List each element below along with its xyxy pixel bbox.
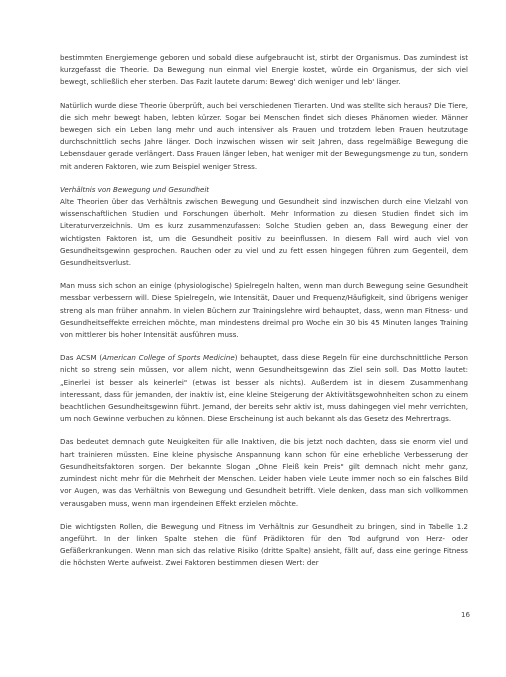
body-paragraph: Das bedeutet demnach gute Neuigkeiten für alle Inaktiven, die bis jetzt noch dachten, dass sie enorm viel und hart trainieren müssten. Eine kleine physische Anspannung kann schon für eine erhebliche Verbesserung der Gesundheitsfaktoren sorgen. Der bekannte Slogan „Ohne Fleiß kein Preis" gilt demnach nicht mehr ganz, zumindest nicht mehr für die Mehrheit der Menschen. Leider haben viele Leute immer noch so ein falsches Bild vor Augen, was das Verhältnis von Bewegung und Gesundheit betrifft. Viele denken, dass man sich vollkommen verausgaben muss, wenn man irgendeinen Effekt erzielen möchte. [60, 437, 468, 508]
page-number: 16 [460, 610, 470, 619]
body-paragraph: Alte Theorien über das Verhältnis zwischen Bewegung und Gesundheit sind inzwischen durch eine Vielzahl von wissenschaftlichen Studien und Forschungen überholt. Mehr Information zu diesen Studien findet sich im Literaturverzeichnis. Um es kurz zusammenzufassen: Solche Studien geben an, dass Bewegung einer der wichtigsten Faktoren ist, um die Gesundheit positiv zu beeinflussen. In diesem Fall wird auch viel von Gesundheitsgewinn gesprochen. Rauchen oder zu viel und zu fett essen hingegen führen zum Gegenteil, dem Gesundheitsverlust. [60, 197, 468, 268]
acsm-paragraph [60, 352, 468, 425]
body-paragraph: Natürlich wurde diese Theorie überprüft, auch bei verschiedenen Tierarten. Und was stellte sich heraus? Die Tiere, die sich mehr bewegt haben, lebten kürzer. Sogar bei Menschen findet sich dieses Phänomen wieder. Männer bewegen sich ein Leben lang mehr und auch intensiver als Frauen und trotzdem leben Frauen heutzutage durchschnittlich sechs Jahre länger. Doch inzwischen wissen wir seit Jahren, dass regelmäßige Bewegung die Lebensdauer gerade verlängert. Dass Frauen länger leben, hat weniger mit der Bewegungsmenge zu tun, sondern mit anderen Faktoren, wie zum Beispiel weniger Stress. [60, 100, 468, 171]
acsm-full-name: American College of Sports Medicine [102, 353, 235, 363]
body-paragraph: bestimmten Energiemenge geboren und sobald diese aufgebraucht ist, stirbt der Organismus. Das zumindest ist kurzgefasst die Theorie. Da Bewegung nun einmal viel Energie kostet, würde ein Organismus, der sich viel bewegt, schließlich eher sterben. Das Fazit lautete darum: Beweg' dich weniger und leb' länger. [60, 53, 468, 87]
acsm-text-after: ) behauptet, dass diese Regeln für eine durchschnittliche Person nicht so streng sein müssen, vor allem nicht, wenn Gesundheitsgewinn das Ziel sein soll. Das Motto lautet: „Einerlei ist besser als keinerlei" (etwas ist besser als nichts). Außerdem ist in diesem Zusammenhang interessant, dass für jemanden, der inaktiv ist, eine kleine Steigerung der Aktivitätsgewohnheiten schon zu einem beachtlichen Gesundheitsgewinn führt. Jemand, der bereits sehr aktiv ist, muss dahingegen viel mehr verrichten, um noch Gewinne verbuchen zu können. Diese Erscheinung ist auch bekannt als das Gesetz des Mehrertrags. [60, 353, 468, 424]
acsm-text-before: Das ACSM ( [60, 353, 103, 363]
section-heading: Verhältnis von Bewegung und Gesundheit [60, 184, 210, 194]
body-paragraph: Man muss sich schon an einige (physiologische) Spielregeln halten, wenn man durch Bewegung seine Gesundheit messbar verbessern will. Diese Spielregeln, wie Intensität, Dauer und Frequenz/Häufigkeit, sind übrigens weniger streng als man früher annahm. In vielen Büchern zur Trainingslehre wird behauptet, dass, wenn man Fitness- und Gesundheitseffekte erreichen möchte, man mindestens dreimal pro Woche ein 30 bis 45 Minuten langes Training von mittlerer bis hoher Intensität ausführen muss. [60, 281, 468, 340]
body-paragraph: Die wichtigsten Rollen, die Bewegung und Fitness im Verhältnis zur Gesundheit zu bringen, sind in Tabelle 1.2 angeführt. In der linken Spalte stehen die fünf Prädiktoren für den Tod aufgrund von Herz- oder Gefäßerkrankungen. Wenn man sich das relative Risiko (dritte Spalte) ansieht, fällt auf, dass eine geringe Fitness die höchsten Werte aufweist. Zwei Faktoren bestimmen diesen Wert: der [60, 521, 468, 568]
